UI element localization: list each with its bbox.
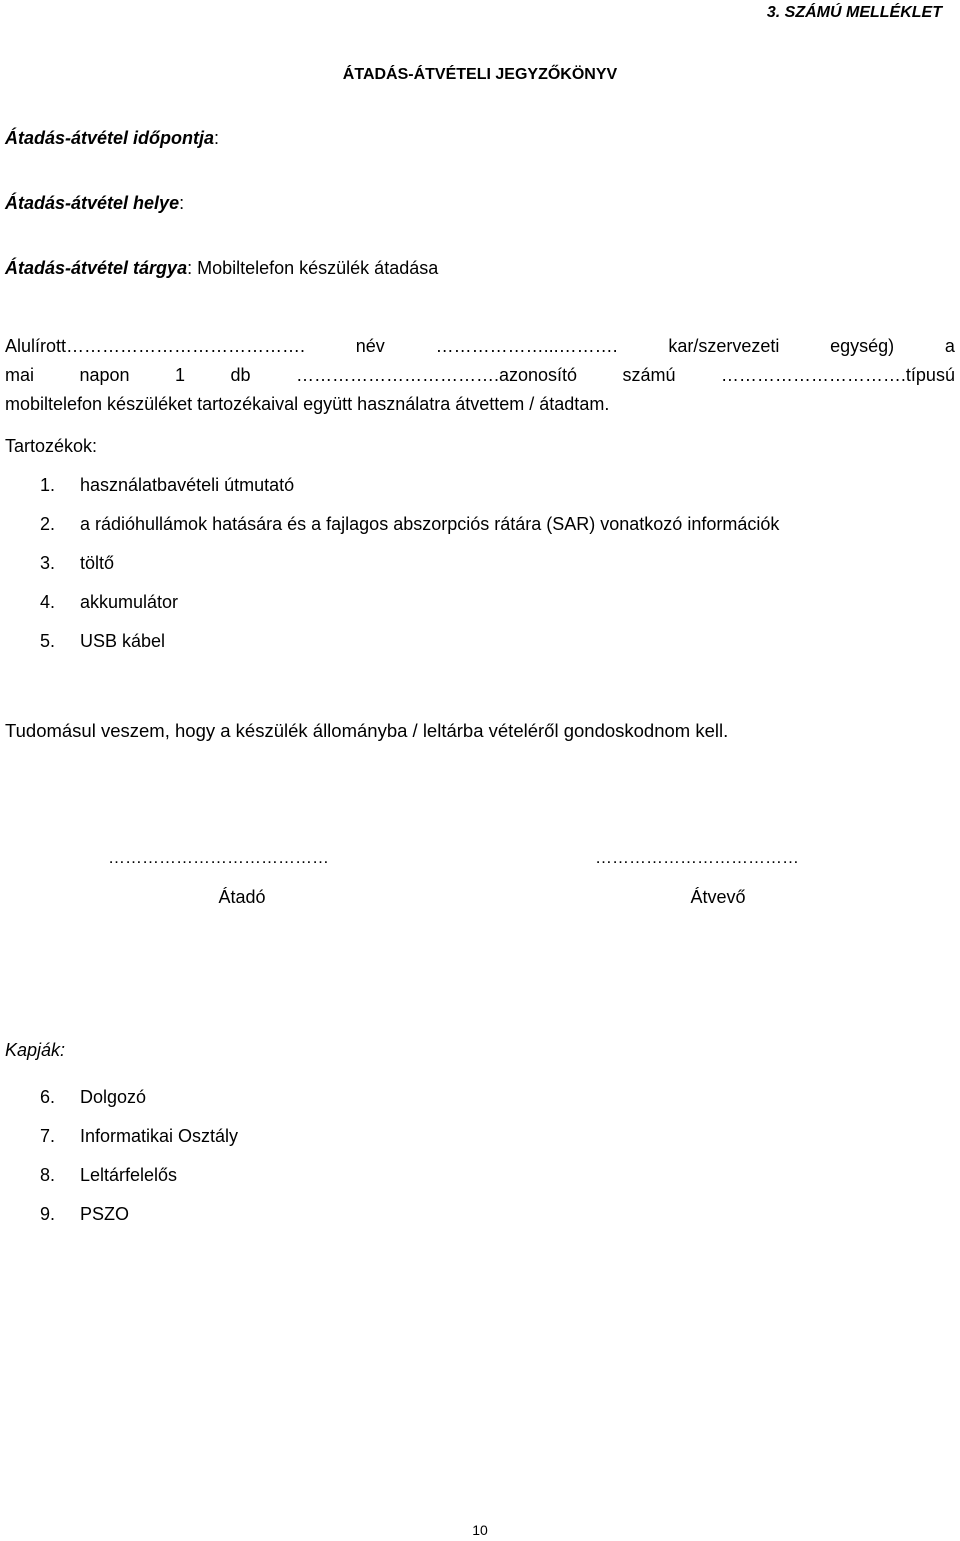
recipients-label: Kapják: (5, 1040, 66, 1060)
paragraph-word: ………………...………. (435, 336, 618, 356)
list-item-number: 4. (40, 592, 56, 612)
paragraph-word: név (355, 336, 385, 356)
field-date-sep: : (214, 128, 220, 148)
field-place (5, 193, 184, 214)
paragraph-word: ………………………….típusú (720, 365, 955, 385)
paragraph-word: db (230, 365, 251, 385)
list-item-number: 7. (40, 1126, 56, 1146)
list-item (40, 1204, 129, 1225)
list-item (40, 631, 165, 652)
signature-line-receiver: ……………………………… (595, 848, 799, 867)
list-item (40, 1087, 146, 1108)
list-item (40, 475, 294, 496)
paragraph-word: számú (622, 365, 676, 385)
annex-label: 3. SZÁMÚ MELLÉKLET (766, 4, 942, 21)
field-subject (5, 258, 438, 279)
signature-label-receiver: Átvevő (690, 887, 746, 907)
paragraph-word: a (944, 336, 955, 356)
paragraph-word: napon (79, 365, 130, 385)
paragraph-word: 1 (174, 365, 185, 385)
list-item-number: 2. (40, 514, 56, 534)
paragraph-word: kar/szervezeti (668, 336, 780, 356)
list-item-number: 6. (40, 1087, 56, 1107)
acknowledgement-text: Tudomásul veszem, hogy a készülék állományba / leltárba vételéről gondoskodnom kell. (5, 720, 729, 741)
paragraph-word: mobiltelefon készüléket tartozékaival együtt használatra átvettem / átadtam. (5, 394, 610, 414)
accessories-label: Tartozékok: (5, 436, 98, 456)
list-item-number: 8. (40, 1165, 56, 1185)
list-item-text: PSZO (80, 1204, 130, 1224)
list-item-number: 3. (40, 553, 56, 573)
list-item-text: Informatikai Osztály (80, 1126, 239, 1146)
signature-label-handover: Átadó (218, 887, 266, 907)
list-item (40, 514, 779, 535)
list-item-text: töltő (80, 553, 115, 573)
paragraph-word: mai (5, 365, 35, 385)
list-item-text: akkumulátor (80, 592, 179, 612)
list-item (40, 1126, 238, 1147)
field-place-label: Átadás-átvétel helye (5, 193, 180, 213)
field-place-sep: : (179, 193, 185, 213)
list-item-number: 5. (40, 631, 56, 651)
paragraph-word: Alulírott…………………………………. (5, 336, 306, 356)
paragraph-line-2 (5, 361, 955, 390)
signature-line-handover: ………………………………… (108, 848, 329, 867)
list-item-text: használatbavételi útmutató (80, 475, 295, 495)
list-item-number: 1. (40, 475, 56, 495)
list-item (40, 592, 178, 613)
list-item-text: a rádióhullámok hatására és a fajlagos abszorpciós rátára (SAR) vonatkozó információk (80, 514, 780, 534)
list-item-text: Dolgozó (80, 1087, 147, 1107)
page-number: 10 (472, 1522, 488, 1538)
paragraph-line-1 (5, 332, 955, 361)
list-item-text: USB kábel (80, 631, 166, 651)
field-date-label: Átadás-átvétel időpontja (5, 128, 215, 148)
field-subject-label: Átadás-átvétel tárgya (5, 258, 188, 278)
field-subject-sep: : (187, 258, 193, 278)
list-item (40, 1165, 177, 1186)
list-item-text: Leltárfelelős (80, 1165, 178, 1185)
list-item (40, 553, 114, 574)
paragraph-word: egység) (830, 336, 895, 356)
paragraph-line-3 (5, 390, 955, 419)
document-title: ÁTADÁS-ÁTVÉTELI JEGYZŐKÖNYV (342, 66, 618, 83)
field-subject-value: Mobiltelefon készülék átadása (192, 258, 439, 278)
paragraph-word: …………………………….azonosító (295, 365, 577, 385)
declaration-paragraph (5, 332, 955, 419)
list-item-number: 9. (40, 1204, 56, 1224)
field-date (5, 128, 219, 149)
